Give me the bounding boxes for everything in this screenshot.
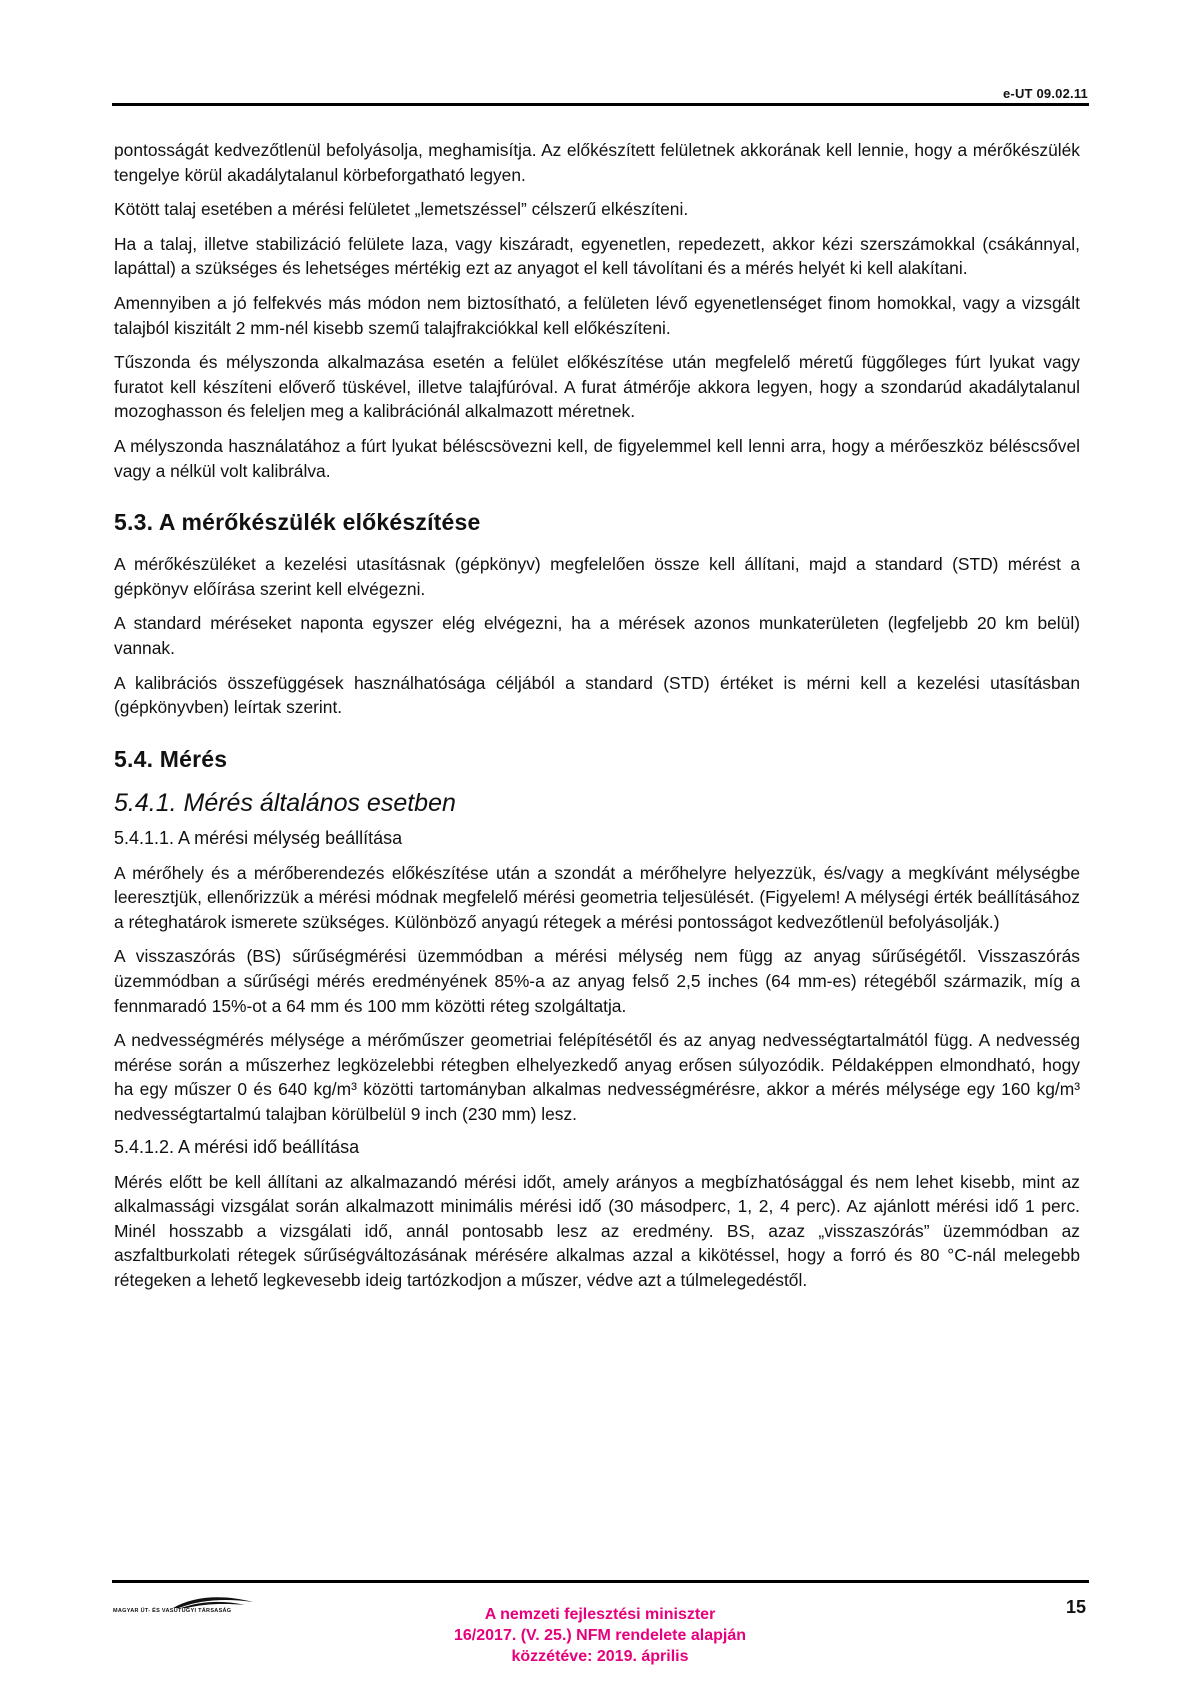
publication-note-line: 16/2017. (V. 25.) NFM rendelete alapján xyxy=(454,1627,746,1644)
section-heading-5-4: 5.4. Mérés xyxy=(114,745,228,772)
paragraph: pontosságát kedvezőtlenül befolyásolja, meghamisítja. Az előkészített felületnek akkorának kell lennie, hogy a mérőkészülék tengelye körül akadálytalanul körbeforgatható legyen. xyxy=(114,140,1080,185)
paragraph: Tűszonda és mélyszonda alkalmazása esetén a felület előkészítése után megfelelő méretű függőleges fúrt lyukat vagy furatot kell készíteni előverő tüskével, illetve talajfúróval. A furat átmérője akkora legyen, hogy a szondarúd akadálytalanul mozoghasson és feleljen meg a kalibrációnál alkalmazott méretnek. xyxy=(114,352,1080,422)
paragraph: A standard méréseket naponta egyszer elég elvégezni, ha a mérések azonos munkaterületen (legfeljebb 20 km belül) vannak. xyxy=(114,613,1080,658)
paragraph: Mérés előtt be kell állítani az alkalmazandó mérési időt, amely arányos a megbízhatósággal és nem lehet kisebb, mint az alkalmassági vizsgálat során alkalmazott minimális mérési idő (30 másodperc, 1, 2, 4 perc). Az ajánlott mérési idő 1 perc. Minél hosszabb a vizsgálati idő, annál pontosabb lesz az eredmény. BS, azaz „visszaszórás” üzemmódban az aszfaltburkolati rétegek sűrűségváltozásának mérésére alkalmas azzal a kikötéssel, hogy a forró és 80 °C-nál melegebb rétegeken a lehető legkevesebb ideig tartózkodjon a műszer, védve azt a túlmelegedéstől. xyxy=(114,1171,1080,1290)
footer-rule xyxy=(112,1580,1089,1583)
paragraph: Ha a talaj, illetve stabilizáció felülete laza, vagy kiszáradt, egyenetlen, repedezett, akkor kézi szerszámokkal (csákánnyal, lapáttal) a szükséges és lehetséges mértékig ezt az anyagot el kell távolítani és a mérés helyét ki kell alakítani. xyxy=(114,233,1080,279)
subsection-heading-5-4-1: 5.4.1. Mérés általános esetben xyxy=(114,788,456,817)
paragraph: A kalibrációs összefüggések használhatósága céljából a standard (STD) értéket is mérni kell a kezelési utasításban (gépkönyvben) leírtak szerint. xyxy=(114,672,1080,718)
paragraph: A mérőkészüléket a kezelési utasításnak (gépkönyv) megfelelően össze kell állítani, majd a standard (STD) mérést a gépkönyv előírása szerint kell elvégezni. xyxy=(114,554,1080,599)
paragraph: A mélyszonda használatához a fúrt lyukat béléscsövezni kell, de figyelemmel kell lenni arra, hogy a mérőeszköz béléscsővel vagy a nélkül volt kalibrálva. xyxy=(114,435,1080,481)
page-content xyxy=(114,138,1080,1303)
document-code: e-UT 09.02.11 xyxy=(1003,86,1088,101)
publication-note-line: közzétéve: 2019. április xyxy=(511,1648,689,1665)
paragraph: Kötött talaj esetében a mérési felületet „lemetszéssel” célszerű elkészíteni. xyxy=(114,199,689,220)
paragraph: A mérőhely és a mérőberendezés előkészítése után a szondát a mérőhelyre helyezzük, és/vagy a megkívánt mélységbe leeresztjük, ellenőrizzük a mérési módnak megfelelő mérési geometria teljesülését. (Figyelem! A mélységi érték beállításához a réteghatárok ismerete szükséges. Különböző anyagú rétegek a mérési pontosságot kedvezőtlenül befolyásolják.) xyxy=(114,862,1080,932)
subsubsection-heading-5-4-1-2: 5.4.1.2. A mérési idő beállítása xyxy=(114,1136,360,1157)
paragraph: A nedvességmérés mélysége a mérőműszer geometriai felépítésétől és az anyag nedvességtartalmától függ. A nedvesség mérése során a műszerhez legközelebbi rétegben elhelyezkedő anyag erősen súlyozódik. Példaképpen elmondható, hogy ha egy műszer 0 és 640 kg/m³ közötti tartományban alkalmas nedvességmérésre, akkor a mérés mélysége egy 160 kg/m³ nedvességtartalmú talajban körülbelül 9 inch (230 mm) lesz. xyxy=(114,1030,1080,1125)
publication-note-line: A nemzeti fejlesztési miniszter xyxy=(484,1606,716,1623)
section-heading-5-3: 5.3. A mérőkészülék előkészítése xyxy=(114,509,481,536)
subsubsection-heading-5-4-1-1: 5.4.1.1. A mérési mélység beállítása xyxy=(114,827,403,848)
header-rule xyxy=(112,103,1089,106)
paragraph: A visszaszórás (BS) sűrűségmérési üzemmódban a mérési mélység nem függ az anyag sűrűségétől. Visszaszórás üzemmódban a sűrűségi mérés eredményének 85%-a az anyag felső 2,5 inches (64 mm-es) rétegéből származik, míg a fennmaradó 15%-ot a 64 mm és 100 mm közötti réteg szolgáltatja. xyxy=(114,946,1080,1016)
organization-logo xyxy=(113,1594,283,1620)
paragraph: Amennyiben a jó felfekvés más módon nem biztosítható, a felületen lévő egyenetlenséget finom homokkal, vagy a vizsgált talajból kiszitált 2 mm-nél kisebb szemű talajfrakciókkal kell előkészíteni. xyxy=(114,292,1080,338)
logo-text: MAGYAR ÚT- ÉS VASÚTÜGYI TÁRSASÁG xyxy=(113,1608,232,1614)
publication-note xyxy=(380,1604,820,1667)
page-number: 15 xyxy=(1065,1597,1086,1617)
